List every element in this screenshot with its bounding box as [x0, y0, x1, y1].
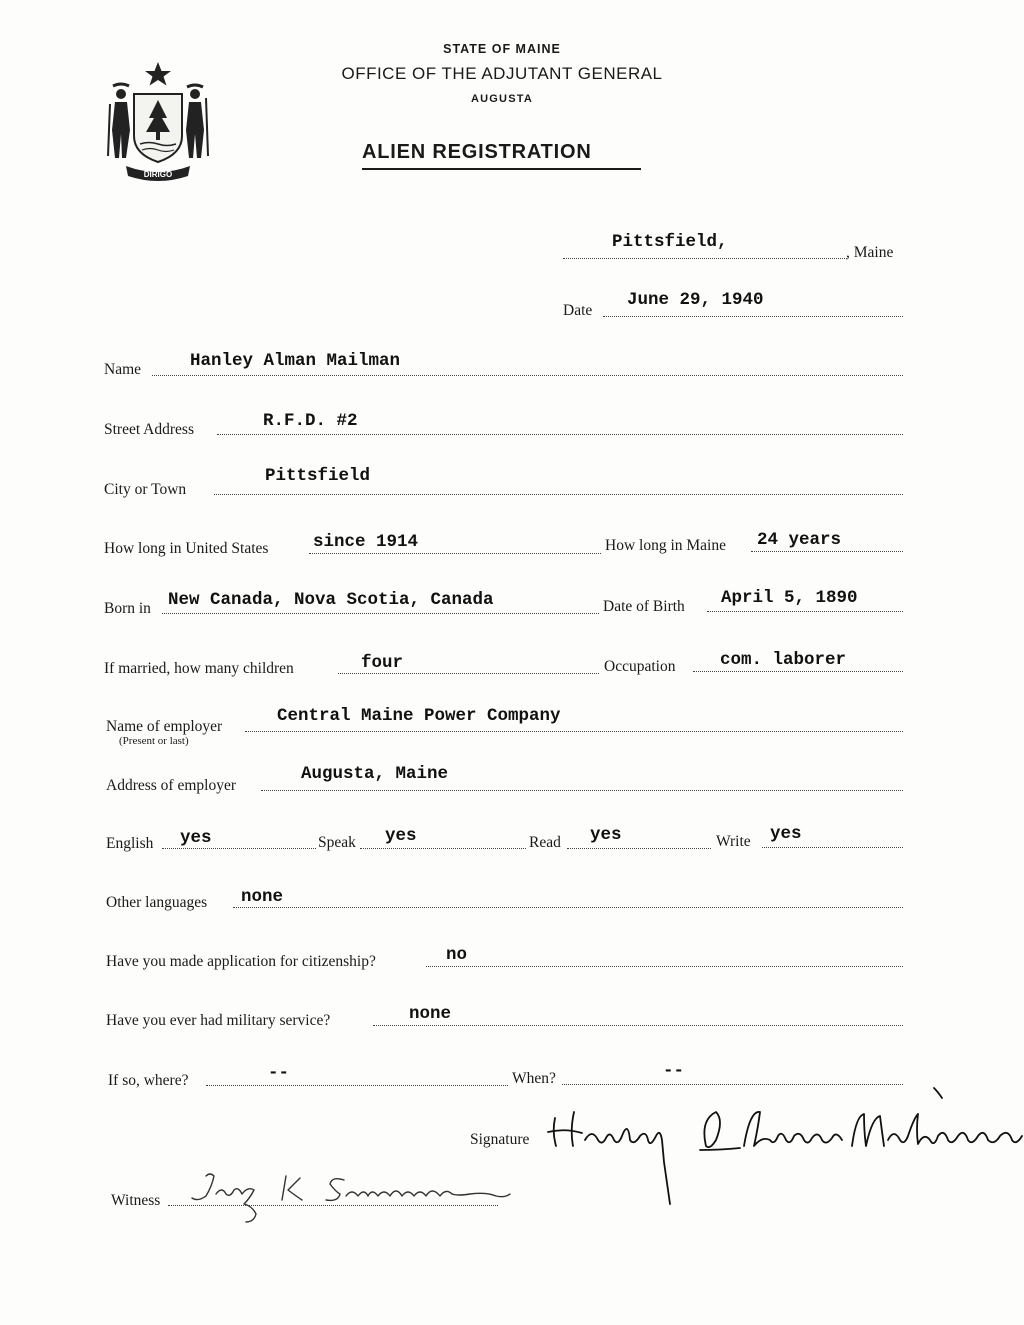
speak-label: Speak [318, 834, 356, 851]
english-value: yes [180, 828, 212, 848]
write-label: Write [716, 833, 751, 850]
other-languages-value: none [241, 887, 284, 907]
citizenship-value: no [446, 945, 468, 965]
street-value: R.F.D. #2 [263, 411, 358, 431]
military-label: Have you ever had military service? [106, 1012, 331, 1029]
maine-time-value: 24 years [757, 530, 842, 550]
header-office: OFFICE OF THE ADJUTANT GENERAL [341, 64, 663, 83]
witness-label: Witness [111, 1192, 161, 1209]
dob-label: Date of Birth [603, 598, 685, 615]
occupation-value: com. laborer [720, 650, 847, 670]
employer-label: Name of employer [106, 718, 223, 735]
born-label: Born in [104, 600, 151, 617]
city-label: City or Town [104, 481, 187, 498]
us-time-value: since 1914 [313, 532, 419, 552]
employer-value: Central Maine Power Company [277, 706, 561, 726]
employer-address-label: Address of employer [106, 777, 236, 794]
name-label: Name [104, 361, 142, 378]
where-label: If so, where? [108, 1072, 189, 1089]
place-suffix: , Maine [846, 244, 894, 261]
children-label: If married, how many children [104, 660, 294, 677]
name-value: Hanley Alman Mailman [190, 351, 401, 371]
when-value: -- [663, 1061, 685, 1081]
speak-value: yes [385, 826, 417, 846]
maine-time-label: How long in Maine [605, 537, 726, 554]
header-city: AUGUSTA [471, 93, 533, 105]
dob-value: April 5, 1890 [721, 588, 858, 608]
where-value: -- [268, 1063, 290, 1083]
employer-address-value: Augusta, Maine [301, 764, 449, 784]
street-label: Street Address [104, 421, 194, 438]
other-languages-label: Other languages [106, 894, 208, 911]
signature-label: Signature [470, 1131, 530, 1148]
employer-sublabel: (Present or last) [119, 735, 189, 747]
us-time-label: How long in United States [104, 540, 269, 557]
military-value: none [409, 1004, 452, 1024]
read-value: yes [590, 825, 622, 845]
occupation-label: Occupation [604, 658, 676, 675]
citizenship-label: Have you made application for citizenship? [106, 953, 376, 970]
seal-motto: DIRIGO [143, 170, 173, 179]
children-value: four [361, 653, 404, 673]
form-title: ALIEN REGISTRATION [362, 141, 592, 163]
date-value: June 29, 1940 [627, 290, 764, 310]
place-value: Pittsfield, [612, 232, 728, 252]
born-value: New Canada, Nova Scotia, Canada [168, 590, 494, 610]
write-value: yes [770, 824, 802, 844]
city-value: Pittsfield [265, 466, 371, 486]
header-state: STATE OF MAINE [443, 42, 561, 56]
read-label: Read [529, 834, 561, 851]
when-label: When? [512, 1070, 556, 1087]
date-label: Date [563, 302, 593, 319]
english-label: English [106, 835, 154, 852]
